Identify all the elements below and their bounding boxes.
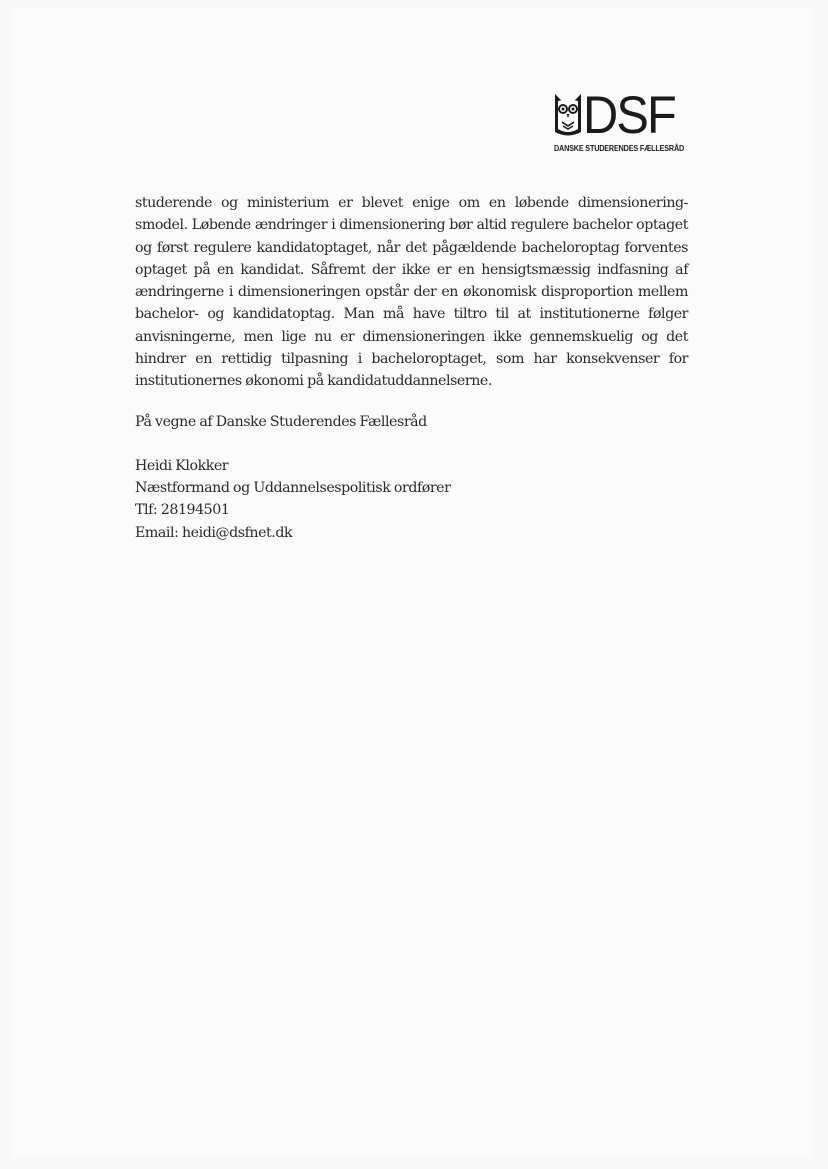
signature-block [135,455,450,544]
page-surface [12,8,812,1158]
signer-phone: Tlf: 28194501 [135,502,230,519]
signer-email: Email: heidi@dsfnet.dk [135,524,293,541]
logo-wordmark: DSF [583,86,675,145]
signer-name: Heidi Klokker [135,458,229,474]
body-paragraph [135,192,688,393]
owl-icon [553,92,583,140]
logo-subtitle: DANSKE STUDERENDES FÆLLESRÅD [554,143,685,153]
signer-title: Næstformand og Uddannelsespolitisk ordfører [135,480,451,497]
signoff-line: På vegne af Danske Studerendes Fællesråd [135,414,427,430]
dsf-logo [553,86,693,156]
paragraph-text: studerende og ministerium er blevet enige om en løbende dimensionering-smodel. Løbende ændringer i dimensionering bør altid regulere bachelor optaget og først regulere kandidatoptaget, når det pågældende bacheloroptag forventes optaget på en kandidat. Såfremt der ikke er en hensigtsmæssig indfasning af ændringerne i dimensioneringen opstår der en økonomisk disproportion mellem bachelor- og kandidatoptag. Man må have tiltro til at institutionerne følger anvisningerne, men lige nu er dimensioneringen ikke gennemskuelig og det hindrer en rettidig tilpasning i bacheloroptaget, som har konsekvenser for institutionernes økonomi på kandidatuddannelserne. [135,195,688,390]
